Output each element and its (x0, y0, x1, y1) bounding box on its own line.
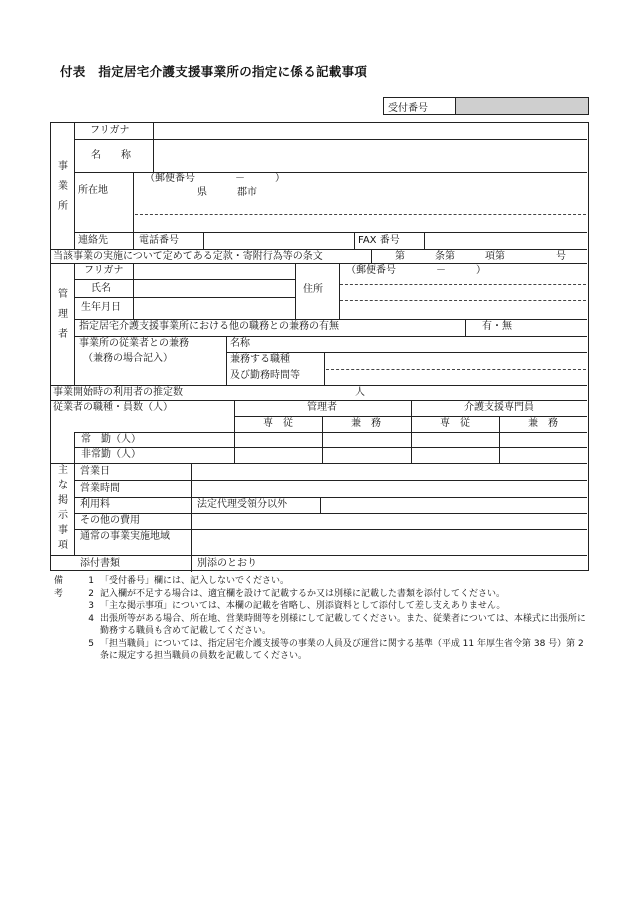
note-item: 4 出張所等がある場合、所在地、営業時間等を別様にして記載してください。また、従業者については、本様式に出張所に勤務する職員も含めて記載してください。 (88, 613, 586, 636)
manager-postal-code: （郵便番号 － ） (346, 265, 486, 276)
notes-header: 備考 (54, 576, 64, 599)
office-name-label: 名 称 (91, 150, 131, 161)
note-item: 2 記入欄が不足する場合は、適宜欄を設けて記載するか又は別様に記載した書類を添付してください。 (88, 588, 506, 599)
receipt-number-field (456, 98, 588, 114)
manager-other-duty-label: 指定居宅介護支援事業所における他の職務との兼務の有無 (79, 321, 339, 332)
main-fee-value: 法定代理受領分以外 (197, 499, 287, 510)
office-contact-label: 連絡先 (78, 235, 108, 246)
office-section-label: 事 業 所 (58, 161, 68, 212)
form-table (50, 122, 589, 571)
staff-manager-fulltime: 専 従 (263, 418, 293, 429)
manager-furigana-label: フリガナ (84, 265, 124, 276)
receipt-number-box (383, 97, 589, 115)
main-days-label: 営業日 (80, 466, 110, 477)
users-estimate-label: 事業開始時の利用者の推定数 (53, 387, 183, 398)
office-phone-label: 電話番号 (139, 235, 179, 246)
note-item: 3 「主な掲示事項」については、本欄の記載を省略し、別添資料として添付して差し支えありません。 (88, 601, 506, 611)
staff-label: 従業者の職種・員数（人） (53, 402, 173, 413)
office-fax-label: FAX 番号 (358, 235, 400, 246)
staff-manager-col: 管理者 (307, 402, 337, 413)
manager-duty-label-1: 兼務する職種 (230, 354, 290, 365)
staff-fulltime-row: 常 勤（人） (81, 434, 141, 445)
article-label: 当該事業の実施について定めてある定款・寄附行為等の条文 (53, 251, 323, 262)
note-item: 5 「担当職員」については、指定居宅介護支援等の事業の人員及び運営に関する基準（平成 11 年厚生省令第 38 号）第 2 条に規定する担当職員の員数を記載してください。 (88, 638, 584, 661)
staff-parttime-row: 非常勤（人） (81, 449, 141, 460)
receipt-number-label: 受付番号 (384, 98, 456, 114)
document-title: 付表 指定居宅介護支援事業所の指定に係る記載事項 (60, 64, 368, 79)
staff-cm-concurrent: 兼 務 (528, 418, 558, 429)
main-fee-label: 利用料 (80, 499, 110, 510)
office-address-label: 所在地 (78, 185, 108, 196)
main-hours-label: 営業時間 (80, 483, 120, 494)
article-gou: 号 (556, 251, 566, 262)
article-jou: 条第 (435, 251, 455, 262)
office-postal-code: （郵便番号 － ） (145, 173, 285, 184)
attachment-value: 別添のとおり (197, 558, 257, 569)
article-kou: 項第 (485, 251, 505, 262)
manager-concurrent-sub: （兼務の場合記入） (83, 353, 173, 364)
note-item: 1 「受付番号」欄には、記入しないでください。 (88, 576, 290, 586)
attachment-label: 添付書類 (80, 558, 120, 569)
manager-yes-no: 有・無 (482, 321, 512, 332)
manager-birth-label: 生年月日 (81, 302, 121, 313)
manager-address-label: 住所 (303, 284, 323, 295)
manager-concurrent-label: 事業所の従業者との兼務 (79, 338, 189, 349)
main-items-section-label: 主 な 掲 示 事 項 (58, 465, 68, 551)
staff-care-manager-col: 介護支援専門員 (464, 402, 534, 413)
staff-cm-fulltime: 専 従 (440, 418, 470, 429)
manager-concurrent-name-label: 名称 (230, 338, 250, 349)
article-dai: 第 (395, 251, 405, 262)
manager-section-label: 管 理 者 (58, 289, 68, 340)
manager-name-label: 氏名 (91, 283, 111, 294)
manager-duty-label-2: 及び勤務時間等 (230, 370, 300, 381)
main-other-cost-label: その他の費用 (80, 515, 140, 526)
office-pref-city: 県 郡市 (197, 187, 257, 198)
main-area-label: 通常の事業実施地域 (80, 531, 170, 542)
users-unit: 人 (355, 387, 365, 398)
staff-manager-concurrent: 兼 務 (351, 418, 381, 429)
office-furigana-label: フリガナ (90, 125, 130, 136)
